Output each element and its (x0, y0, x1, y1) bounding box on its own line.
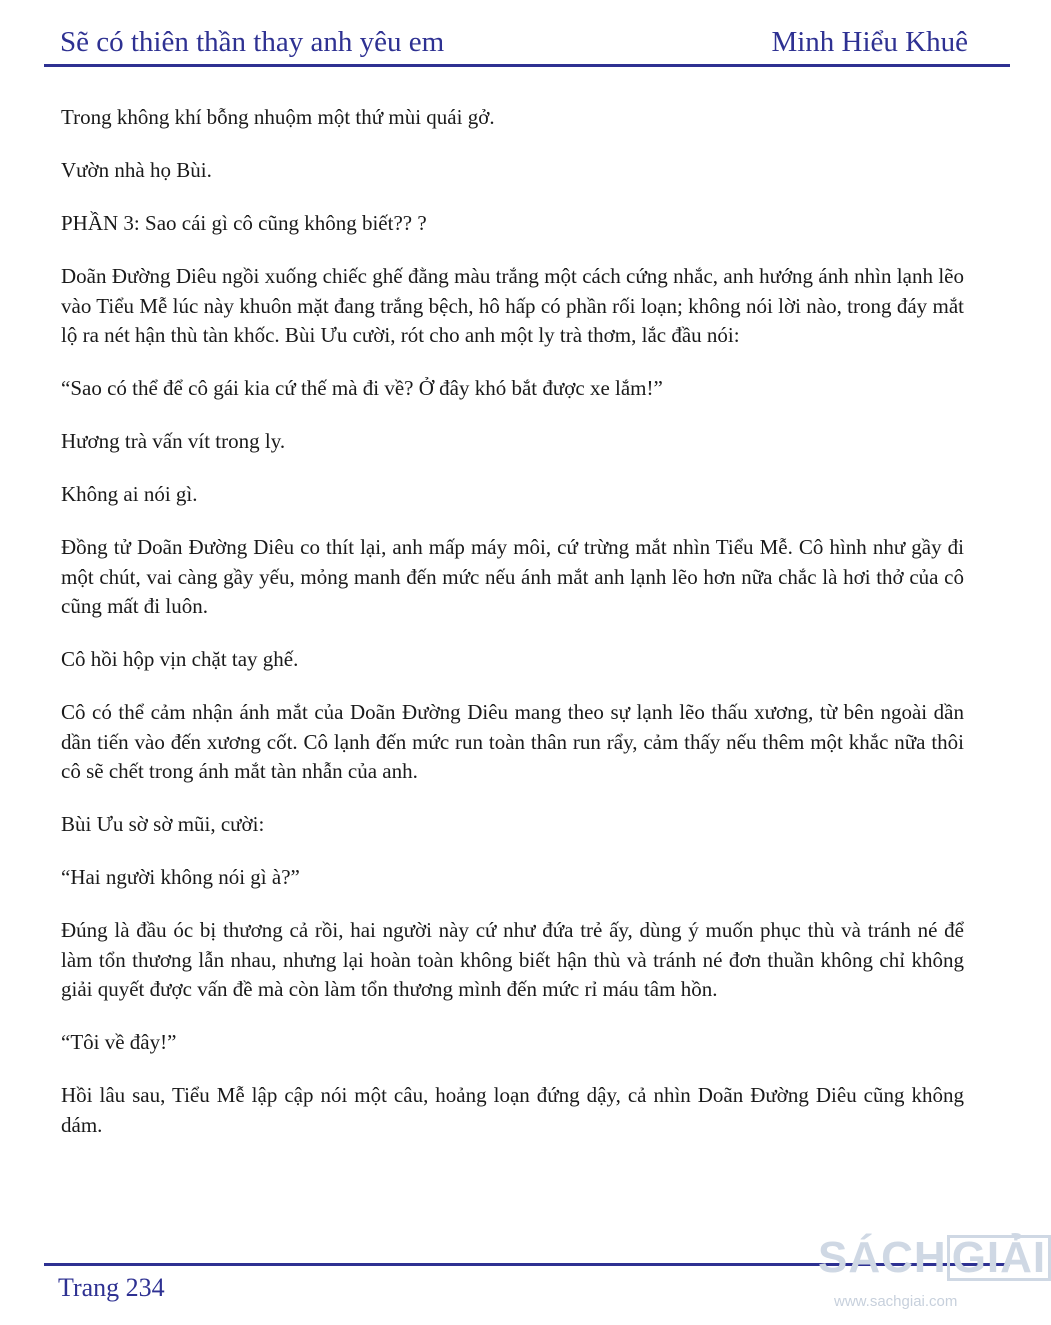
watermark-logo-prefix: SÁCH (818, 1233, 947, 1282)
watermark-url: www.sachgiai.com (834, 1293, 958, 1310)
paragraph: Bùi Ưu sờ sờ mũi, cười: (61, 812, 265, 836)
page-number: Trang 234 (58, 1273, 165, 1302)
paragraph: Cô hồi hộp vịn chặt tay ghế. (61, 647, 299, 671)
author-name: Minh Hiểu Khuê (771, 26, 968, 58)
paragraph: Không ai nói gì. (61, 482, 198, 506)
paragraph: Hồi lâu sau, Tiểu Mễ lập cập nói một câu, hoảng loạn đứng dậy, cả nhìn Doãn Đường Diêu cũng không dám. (61, 1083, 964, 1137)
header-divider (44, 64, 1010, 67)
paragraph: Hương trà vấn vít trong ly. (61, 429, 286, 453)
paragraph: Vườn nhà họ Bùi. (61, 158, 212, 182)
chapter-heading: PHẦN 3: Sao cái gì cô cũng không biết?? ? (61, 211, 427, 235)
watermark (818, 1221, 1047, 1321)
paragraph: Cô có thể cảm nhận ánh mắt của Doãn Đường Diêu mang theo sự lạnh lẽo thấu xương, từ bên ngoài dần dần tiến vào đến xương cốt. Cô lạnh đến mức run toàn thân run rẩy, cảm thấy nếu thêm một khắc nữa thôi cô sẽ chết trong ánh mắt tàn nhẫn của anh. (61, 700, 964, 783)
page-body (61, 103, 964, 1164)
paragraph: “Sao có thể để cô gái kia cứ thế mà đi về? Ở đây khó bắt được xe lắm!” (61, 376, 663, 400)
paragraph: Trong không khí bỗng nhuộm một thứ mùi quái gở. (61, 105, 495, 129)
watermark-logo (818, 1233, 1051, 1283)
book-title: Sẽ có thiên thần thay anh yêu em (60, 26, 445, 58)
paragraph: “Hai người không nói gì à?” (61, 865, 300, 889)
paragraph: Đúng là đầu óc bị thương cả rồi, hai người này cứ như đứa trẻ ấy, dùng ý muốn phục thù và tránh né để làm tổn thương lẫn nhau, nhưng lại hoàn toàn không biết hận thù và tránh né đơn thuần không chỉ không giải quyết được vấn đề mà còn làm tổn thương mình đến mức rỉ máu tâm hồn. (61, 918, 964, 1001)
watermark-logo-boxed: GIẢI (947, 1235, 1051, 1281)
paragraph: “Tôi về đây!” (61, 1030, 177, 1054)
paragraph: Đồng tử Doãn Đường Diêu co thít lại, anh mấp máy môi, cứ trừng mắt nhìn Tiểu Mễ. Cô hình như gầy đi một chút, vai càng gầy yếu, mỏng manh đến mức nếu ánh mắt anh lạnh lẽo hơn nữa chắc là hơi thở của cô cũng mất đi luôn. (61, 535, 964, 618)
paragraph: Doãn Đường Diêu ngồi xuống chiếc ghế đằng màu trắng một cách cứng nhắc, anh hướng ánh nhìn lạnh lẽo vào Tiểu Mễ lúc này khuôn mặt đang trắng bệch, hô hấp có phần rối loạn; không nói lời nào, trong đáy mắt lộ ra nét hận thù tàn khốc. Bùi Ưu cười, rót cho anh một ly trà thơm, lắc đầu nói: (61, 264, 964, 347)
